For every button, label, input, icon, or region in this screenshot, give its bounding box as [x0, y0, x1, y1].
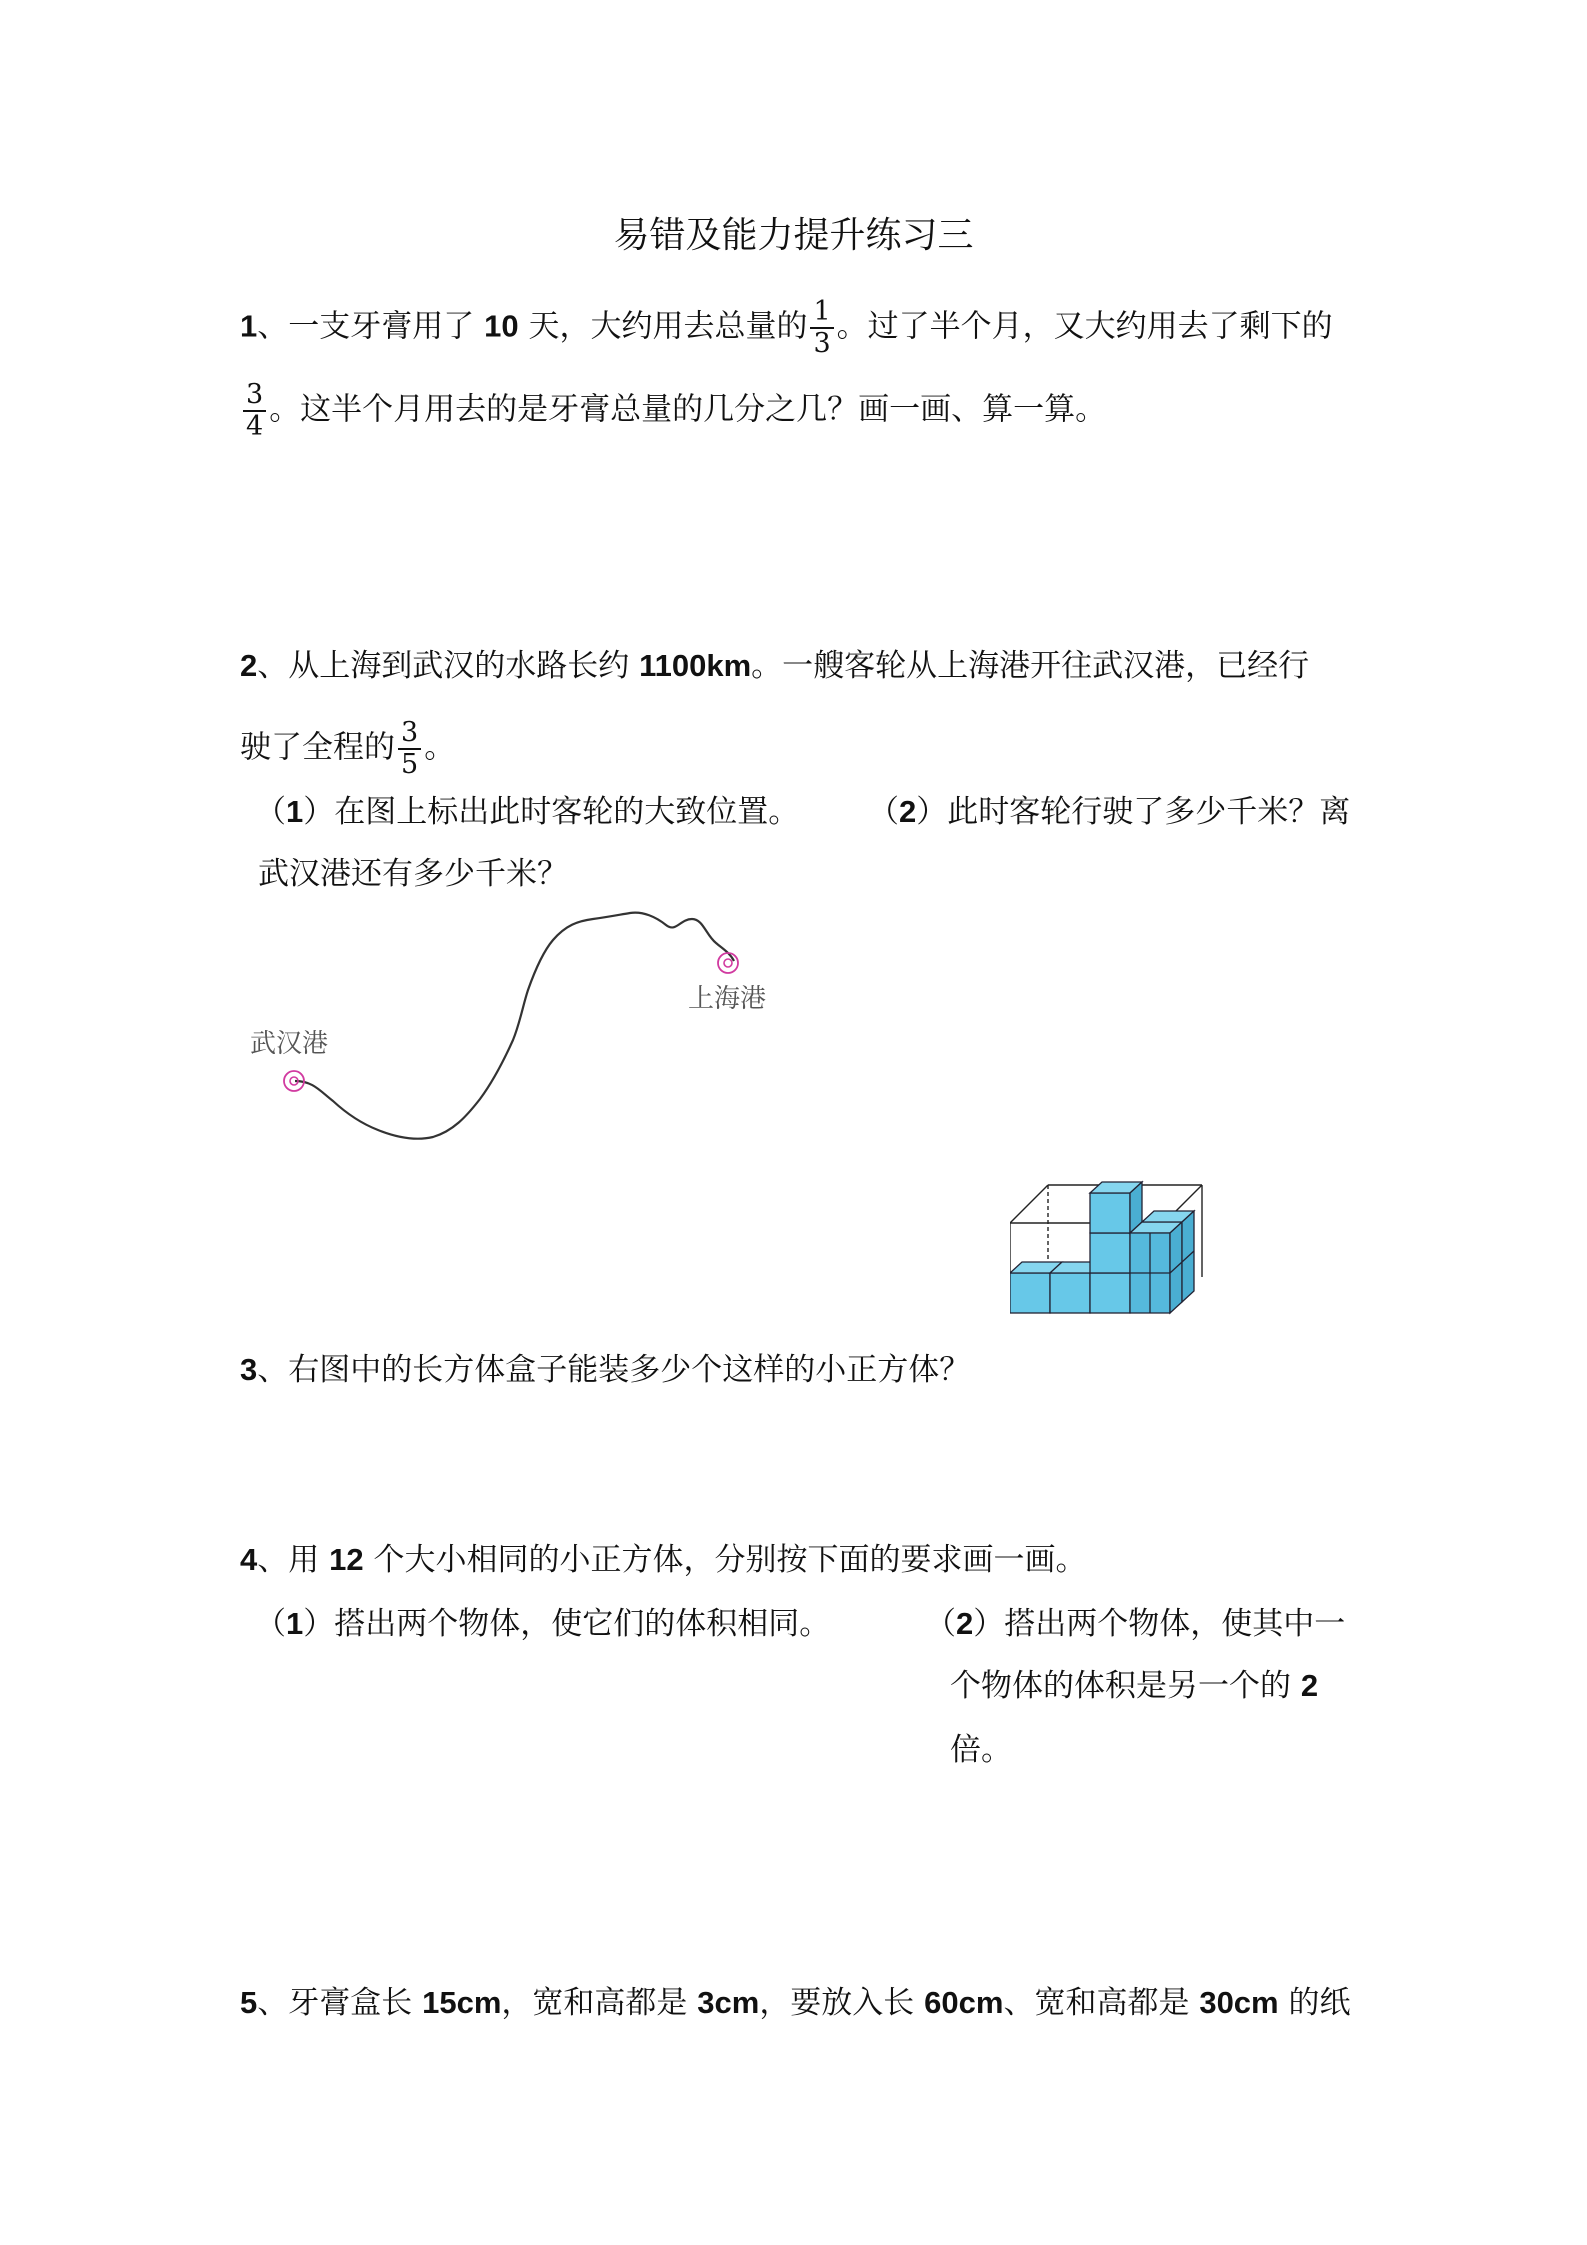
wuhan-port-label: 武汉港	[250, 1029, 329, 1059]
cube	[1090, 1273, 1130, 1313]
shanghai-port-label: 上海港	[688, 984, 767, 1014]
question-2-line-2: 驶了全程的 $\frac{3}{5}$ 。	[240, 717, 456, 780]
question-4-part-2: （2）搭出两个物体，使其中一	[925, 1606, 1346, 1642]
question-3: 3、右图中的长方体盒子能装多少个这样的小正方体？	[240, 1352, 971, 1388]
fraction: $\frac{1}{3}$	[810, 297, 833, 359]
question-5-line-1: 5、牙膏盒长 15cm，宽和高都是 3cm，要放入长 60cm、宽和高都是 30cm 的纸	[240, 1985, 1351, 2021]
question-4-part-1: （1）搭出两个物体，使它们的体积相同。	[255, 1606, 831, 1642]
question-2-part-1: （1）在图上标出此时客轮的大致位置。	[255, 794, 800, 830]
cube	[1010, 1273, 1050, 1313]
question-number: 5	[240, 1985, 258, 2020]
question-2-line-1: 2、从上海到武汉的水路长约 1100km。一艘客轮从上海港开往武汉港，已经行	[240, 648, 1310, 684]
river-map	[248, 895, 788, 1155]
question-number: 4	[240, 1542, 258, 1577]
question-number: 1	[240, 308, 258, 344]
fraction: $\frac{3}{5}$	[398, 718, 421, 780]
cube	[1090, 1233, 1130, 1273]
question-number: 2	[240, 648, 258, 683]
question-4-part-2-line-3: 倍。	[950, 1732, 1012, 1768]
cube-box-figure	[1010, 1180, 1210, 1380]
cube	[1050, 1273, 1090, 1313]
page-title: 易错及能力提升练习三	[613, 215, 974, 256]
fraction: $\frac{3}{4}$	[243, 380, 266, 442]
question-1-line-2: $\frac{3}{4}$ 。这半个月用去的是牙膏总量的几分之几？画一画、算一算。	[240, 380, 1106, 442]
shanghai-port-marker	[718, 953, 738, 973]
river-path	[295, 913, 734, 1139]
question-number: 3	[240, 1352, 258, 1387]
question-4-line-1: 4、用 12 个大小相同的小正方体，分别按下面的要求画一画。	[240, 1542, 1087, 1578]
question-1-line-1: 1、一支牙膏用了 10 天，大约用去总量的 $\frac{1}{3}$ 。过了半个月，又大约用去了剩下的	[240, 296, 1333, 359]
cube	[1090, 1193, 1130, 1233]
question-2-part-2-cont: 武汉港还有多少千米？	[258, 856, 568, 892]
question-2-part-2: （2）此时客轮行驶了多少千米？离	[868, 794, 1351, 830]
question-4-part-2-line-2: 个物体的体积是另一个的 2	[950, 1668, 1319, 1704]
